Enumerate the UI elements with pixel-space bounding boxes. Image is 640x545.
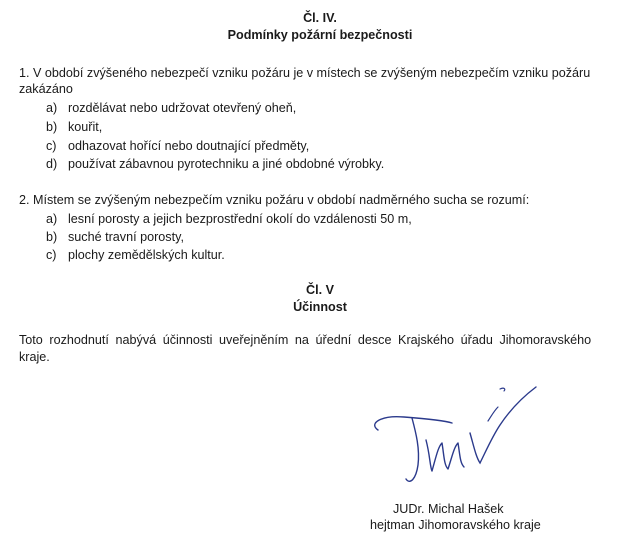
- section-4-subheading: Podmínky požární bezpečnosti: [227, 28, 413, 42]
- list-marker: d): [46, 157, 58, 171]
- list-marker: b): [46, 120, 58, 134]
- list-item: používat zábavnou pyrotechniku a jiné obdobné výrobky.: [68, 157, 385, 171]
- signatory-name: JUDr. Michal Hašek: [393, 502, 504, 516]
- list-item: rozdělávat nebo udržovat otevřený oheň,: [68, 101, 297, 115]
- point-2-text: 2. Místem se zvýšeným nebezpečím vzniku požáru v období nadměrného sucha se rozumí:: [19, 193, 530, 207]
- list-item: lesní porosty a jejich bezprostřední okolí do vzdálenosti 50 m,: [68, 212, 412, 226]
- point-1-text-line2: zakázáno: [19, 82, 73, 96]
- list-item: odhazovat hořící nebo doutnající předměty,: [68, 139, 310, 153]
- effectivity-text-line1: Toto rozhodnutí nabývá účinnosti uveřejněním na úřední desce Krajského úřadu Jihomoravského: [19, 333, 592, 347]
- point-1-text-line1: 1. V období zvýšeného nebezpečí vzniku požáru je v místech se zvýšeným nebezpečím vzniku požáru: [19, 66, 591, 80]
- section-4-heading: Čl. IV.: [303, 11, 337, 25]
- list-marker: c): [46, 139, 57, 153]
- handwritten-signature: [360, 385, 560, 495]
- list-item: plochy zemědělských kultur.: [68, 248, 225, 262]
- list-item: suché travní porosty,: [68, 230, 184, 244]
- section-5-subheading: Účinnost: [293, 300, 347, 314]
- signatory-role: hejtman Jihomoravského kraje: [370, 518, 541, 532]
- section-5-heading: Čl. V: [306, 283, 334, 297]
- effectivity-text-line2: kraje.: [19, 350, 50, 364]
- list-marker: a): [46, 101, 58, 115]
- list-marker: a): [46, 212, 58, 226]
- list-item: kouřit,: [68, 120, 103, 134]
- list-marker: b): [46, 230, 58, 244]
- list-marker: c): [46, 248, 57, 262]
